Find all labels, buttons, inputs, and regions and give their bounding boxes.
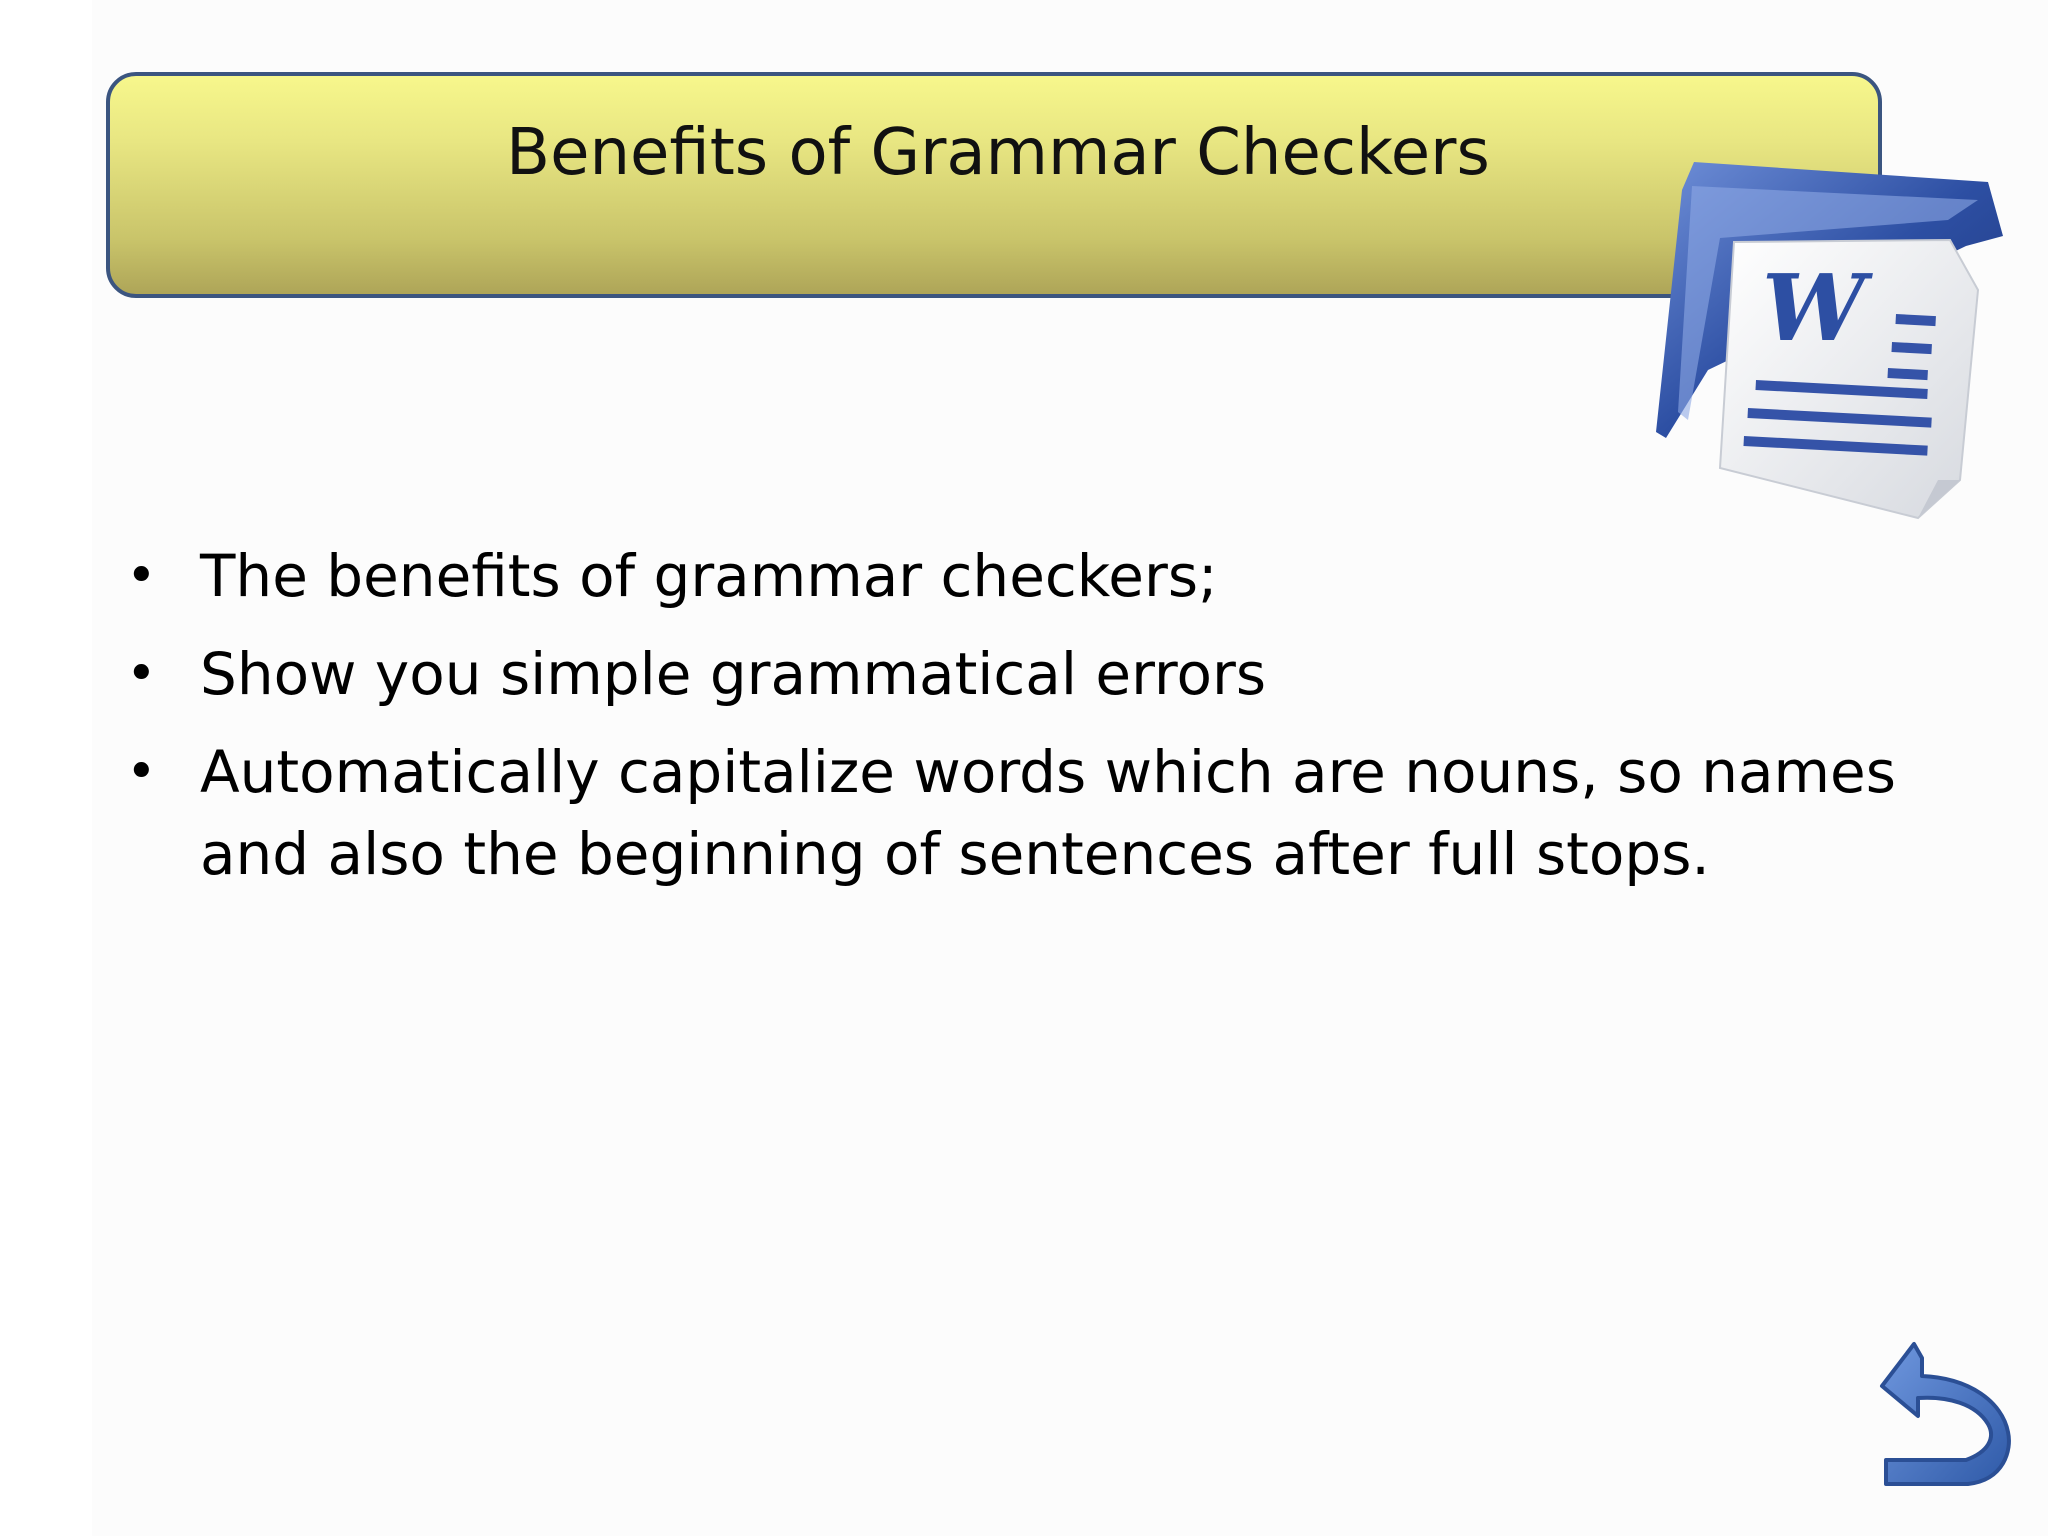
word-letter: W [1762,254,1866,362]
bullet-text: Show you simple grammatical errors [200,640,1267,708]
back-arrow-icon[interactable] [1878,1340,2012,1492]
list-item [120,731,1960,895]
bullet-text: Automatically capitalize words which are nouns, so names and also the beginning of sentences after full stops. [200,738,1896,888]
bullet-marker: • [126,644,157,704]
list-item [120,633,1960,715]
bullet-text: The benefits of grammar checkers; [200,542,1218,610]
word-logo-icon [1648,150,2018,530]
slide-title: Benefits of Grammar Checkers [506,116,1490,190]
bullet-list [120,535,1960,911]
bullet-marker: • [126,546,157,606]
title-banner [106,72,1882,298]
bullet-marker: • [126,742,157,802]
list-item [120,535,1960,617]
